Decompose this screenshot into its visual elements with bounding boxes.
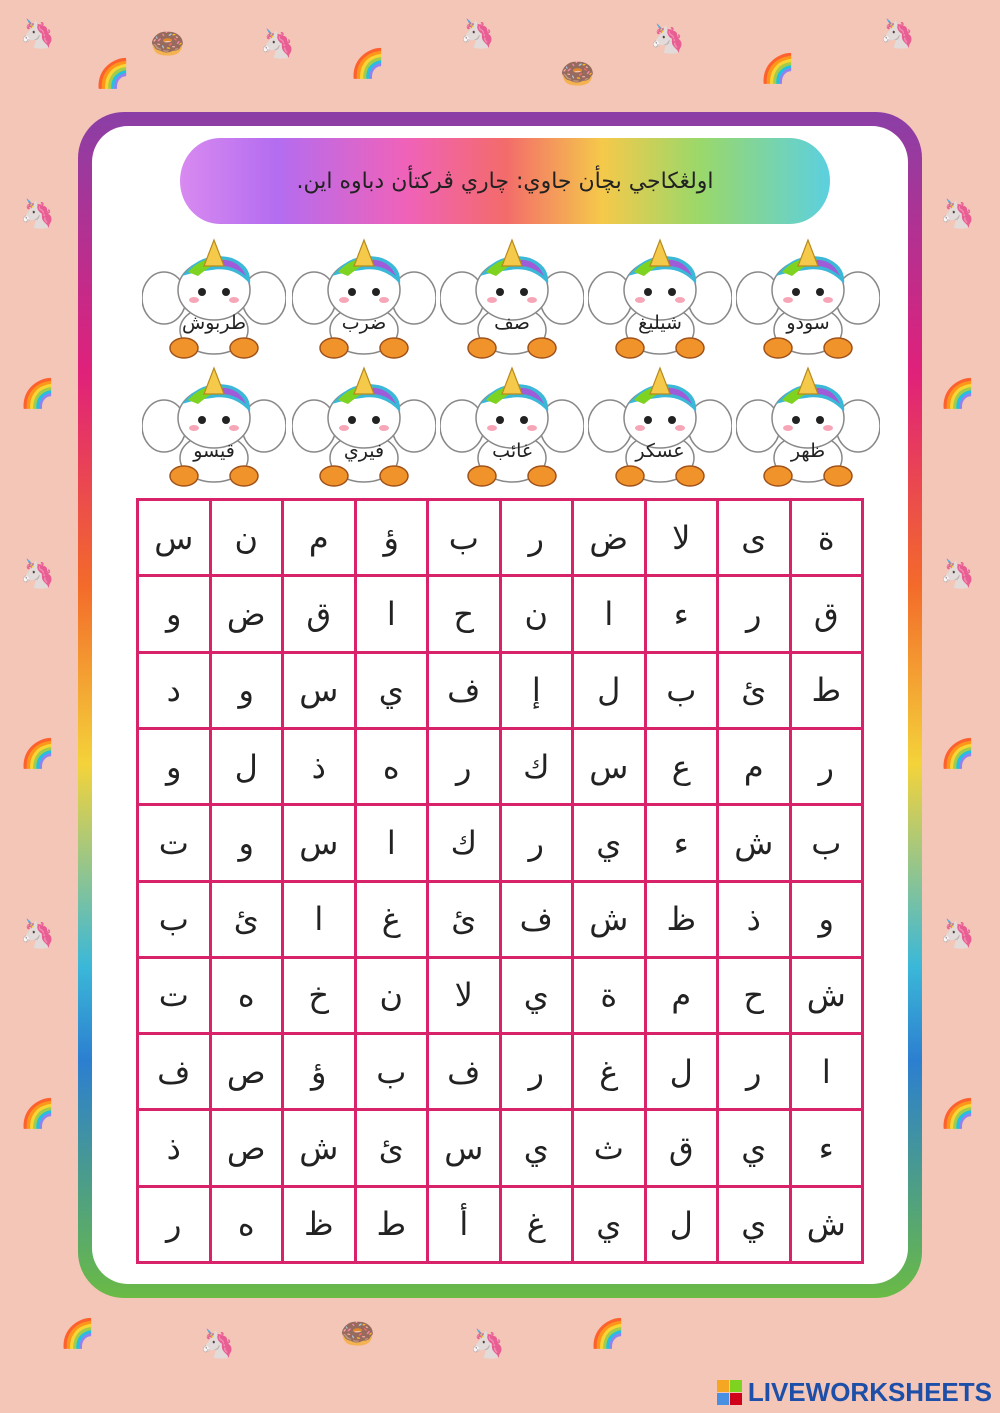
grid-cell[interactable]: غ — [574, 1035, 644, 1108]
grid-cell[interactable]: ر — [792, 730, 862, 803]
grid-cell[interactable]: غ — [502, 1188, 572, 1261]
grid-cell[interactable]: ؤ — [357, 501, 427, 574]
unicorn-icon — [142, 236, 286, 362]
grid-cell[interactable]: ا — [574, 577, 644, 650]
rainbow-deco-icon: 🌈 — [940, 377, 975, 410]
rainbow-deco-icon: 🌈 — [20, 377, 55, 410]
rainbow-deco-icon: 🌈 — [350, 47, 385, 80]
grid-cell[interactable]: ر — [719, 577, 789, 650]
grid-cell[interactable]: س — [139, 501, 209, 574]
grid-cell[interactable]: ب — [357, 1035, 427, 1108]
grid-cell[interactable]: س — [284, 654, 354, 727]
word-label: ظهر — [790, 440, 826, 462]
liveworksheets-logo-icon — [717, 1380, 742, 1405]
unicorn-word-card — [736, 364, 880, 490]
rainbow-deco-icon: 🌈 — [590, 1317, 625, 1350]
grid-cell[interactable]: س — [284, 806, 354, 879]
grid-cell[interactable]: ت — [139, 806, 209, 879]
unicorn-deco-icon: 🦄 — [260, 27, 295, 60]
grid-cell[interactable]: ض — [212, 577, 282, 650]
grid-cell[interactable]: لا — [429, 959, 499, 1032]
grid-cell[interactable]: ن — [212, 501, 282, 574]
unicorn-deco-icon: 🦄 — [20, 197, 55, 230]
rainbow-deco-icon: 🌈 — [95, 57, 130, 90]
grid-cell[interactable]: ئ — [719, 654, 789, 727]
word-label: قيسو — [193, 440, 235, 462]
grid-cell[interactable]: ء — [647, 577, 717, 650]
grid-cell[interactable]: ي — [502, 959, 572, 1032]
grid-cell[interactable]: ي — [574, 1188, 644, 1261]
rainbow-deco-icon: 🌈 — [940, 1097, 975, 1130]
grid-cell[interactable]: م — [719, 730, 789, 803]
grid-cell[interactable]: ه — [212, 1188, 282, 1261]
grid-cell[interactable]: م — [284, 501, 354, 574]
grid-cell[interactable]: ح — [719, 959, 789, 1032]
grid-cell[interactable]: س — [574, 730, 644, 803]
donut-deco-icon: 🍩 — [560, 57, 595, 90]
grid-cell[interactable]: د — [139, 654, 209, 727]
unicorn-word-card — [588, 364, 732, 490]
grid-cell[interactable]: ش — [792, 1188, 862, 1261]
unicorn-word-card — [440, 236, 584, 362]
grid-cell[interactable]: ا — [357, 806, 427, 879]
grid-cell[interactable]: ظ — [647, 883, 717, 956]
unicorn-deco-icon: 🦄 — [940, 557, 975, 590]
grid-cell[interactable]: ب — [429, 501, 499, 574]
grid-cell[interactable]: ر — [502, 1035, 572, 1108]
unicorn-icon — [292, 236, 436, 362]
unicorn-icon — [142, 364, 286, 490]
grid-cell[interactable]: ظ — [284, 1188, 354, 1261]
grid-cell[interactable]: و — [139, 730, 209, 803]
grid-cell[interactable]: ث — [574, 1111, 644, 1184]
grid-cell[interactable]: ئ — [357, 1111, 427, 1184]
grid-cell[interactable]: ذ — [719, 883, 789, 956]
grid-cell[interactable]: ق — [284, 577, 354, 650]
grid-cell[interactable]: ي — [719, 1111, 789, 1184]
grid-cell[interactable]: ى — [719, 501, 789, 574]
grid-cell[interactable]: س — [429, 1111, 499, 1184]
word-search-grid — [136, 498, 864, 1264]
grid-cell[interactable]: ك — [502, 730, 572, 803]
grid-cell[interactable]: ع — [647, 730, 717, 803]
grid-cell[interactable]: ا — [284, 883, 354, 956]
unicorn-deco-icon: 🦄 — [650, 22, 685, 55]
rainbow-deco-icon: 🌈 — [940, 737, 975, 770]
grid-cell[interactable]: ر — [502, 806, 572, 879]
grid-cell[interactable]: ر — [429, 730, 499, 803]
grid-cell[interactable]: إ — [502, 654, 572, 727]
grid-cell[interactable]: ذ — [139, 1111, 209, 1184]
word-label: طربوش — [182, 312, 246, 334]
grid-cell[interactable]: ئ — [212, 883, 282, 956]
grid-cell[interactable]: ف — [429, 1035, 499, 1108]
unicorn-icon — [736, 364, 880, 490]
unicorn-deco-icon: 🦄 — [20, 557, 55, 590]
grid-cell[interactable]: ق — [792, 577, 862, 650]
grid-cell[interactable]: ه — [357, 730, 427, 803]
grid-cell[interactable]: ة — [574, 959, 644, 1032]
rainbow-deco-icon: 🌈 — [20, 737, 55, 770]
unicorn-word-card — [292, 236, 436, 362]
unicorn-deco-icon: 🦄 — [460, 17, 495, 50]
grid-cell[interactable]: ذ — [284, 730, 354, 803]
grid-cell[interactable]: ط — [792, 654, 862, 727]
rainbow-deco-icon: 🌈 — [20, 1097, 55, 1130]
instruction-title: اولڠكاجي بچأن جاوي: چاري ڤركتأن دباوه اين. — [296, 168, 714, 194]
grid-cell[interactable]: ف — [502, 883, 572, 956]
unicorn-word-card — [588, 236, 732, 362]
unicorn-deco-icon: 🦄 — [20, 17, 55, 50]
word-label: فيري — [343, 440, 385, 462]
grid-cell[interactable]: ش — [719, 806, 789, 879]
grid-cell[interactable]: ف — [139, 1035, 209, 1108]
grid-cell[interactable]: ل — [574, 654, 644, 727]
grid-cell[interactable]: و — [212, 806, 282, 879]
grid-cell[interactable]: ر — [719, 1035, 789, 1108]
grid-cell[interactable]: ش — [574, 883, 644, 956]
grid-cell[interactable]: ب — [792, 806, 862, 879]
grid-cell[interactable]: ل — [212, 730, 282, 803]
grid-cell[interactable]: غ — [357, 883, 427, 956]
grid-cell[interactable]: و — [139, 577, 209, 650]
unicorn-deco-icon: 🦄 — [200, 1327, 235, 1360]
grid-cell[interactable]: ر — [139, 1188, 209, 1261]
grid-cell[interactable]: ب — [139, 883, 209, 956]
grid-cell[interactable]: ء — [792, 1111, 862, 1184]
grid-cell[interactable]: ئ — [429, 883, 499, 956]
grid-cell[interactable]: ش — [792, 959, 862, 1032]
unicorn-deco-icon: 🦄 — [20, 917, 55, 950]
grid-cell[interactable]: ؤ — [284, 1035, 354, 1108]
word-label: ضرب — [341, 312, 387, 334]
grid-cell[interactable]: ه — [212, 959, 282, 1032]
grid-cell[interactable]: ص — [212, 1035, 282, 1108]
grid-cell[interactable]: خ — [284, 959, 354, 1032]
grid-cell[interactable]: ح — [429, 577, 499, 650]
unicorn-deco-icon: 🦄 — [940, 917, 975, 950]
grid-cell[interactable]: ش — [284, 1111, 354, 1184]
rainbow-deco-icon: 🌈 — [60, 1317, 95, 1350]
unicorn-word-card — [142, 236, 286, 362]
grid-cell[interactable]: لا — [647, 501, 717, 574]
grid-cell[interactable]: م — [647, 959, 717, 1032]
footer-brand — [717, 1376, 992, 1408]
grid-cell[interactable]: ت — [139, 959, 209, 1032]
grid-cell[interactable]: ض — [574, 501, 644, 574]
word-label: عسكر — [635, 440, 685, 462]
unicorn-icon — [736, 236, 880, 362]
grid-cell[interactable]: و — [212, 654, 282, 727]
unicorn-deco-icon: 🦄 — [470, 1327, 505, 1360]
grid-cell[interactable]: ن — [357, 959, 427, 1032]
unicorn-word-card — [736, 236, 880, 362]
word-label: سودو — [786, 312, 830, 334]
grid-cell[interactable]: ء — [647, 806, 717, 879]
word-label: غائب — [492, 440, 532, 462]
grid-cell[interactable]: ي — [574, 806, 644, 879]
grid-cell[interactable]: ن — [502, 577, 572, 650]
grid-cell[interactable]: ق — [647, 1111, 717, 1184]
grid-cell[interactable]: ب — [647, 654, 717, 727]
grid-cell[interactable]: ط — [357, 1188, 427, 1261]
unicorn-word-card — [440, 364, 584, 490]
word-label: صف — [494, 312, 530, 334]
word-label: شيليغ — [638, 312, 682, 334]
rainbow-deco-icon: 🌈 — [760, 52, 795, 85]
unicorn-icon — [588, 364, 732, 490]
unicorn-deco-icon: 🦄 — [940, 197, 975, 230]
unicorn-word-card — [292, 364, 436, 490]
grid-cell[interactable]: و — [792, 883, 862, 956]
donut-deco-icon: 🍩 — [340, 1317, 375, 1350]
grid-cell[interactable]: ي — [719, 1188, 789, 1261]
donut-deco-icon: 🍩 — [150, 27, 185, 60]
unicorn-word-card — [142, 364, 286, 490]
grid-cell[interactable]: ا — [357, 577, 427, 650]
unicorn-icon — [440, 236, 584, 362]
unicorn-icon — [440, 364, 584, 490]
grid-cell[interactable]: ر — [502, 501, 572, 574]
grid-cell[interactable]: ل — [647, 1035, 717, 1108]
grid-cell[interactable]: أ — [429, 1188, 499, 1261]
unicorn-icon — [292, 364, 436, 490]
grid-cell[interactable]: ة — [792, 501, 862, 574]
unicorn-deco-icon: 🦄 — [880, 17, 915, 50]
unicorn-icon — [588, 236, 732, 362]
grid-cell[interactable]: ا — [792, 1035, 862, 1108]
grid-cell[interactable]: ي — [357, 654, 427, 727]
grid-cell[interactable]: ص — [212, 1111, 282, 1184]
grid-cell[interactable]: ك — [429, 806, 499, 879]
grid-cell[interactable]: ل — [647, 1188, 717, 1261]
grid-cell[interactable]: ف — [429, 654, 499, 727]
brand-name: LIVEWORKSHEETS — [747, 1376, 992, 1407]
grid-cell[interactable]: ي — [502, 1111, 572, 1184]
